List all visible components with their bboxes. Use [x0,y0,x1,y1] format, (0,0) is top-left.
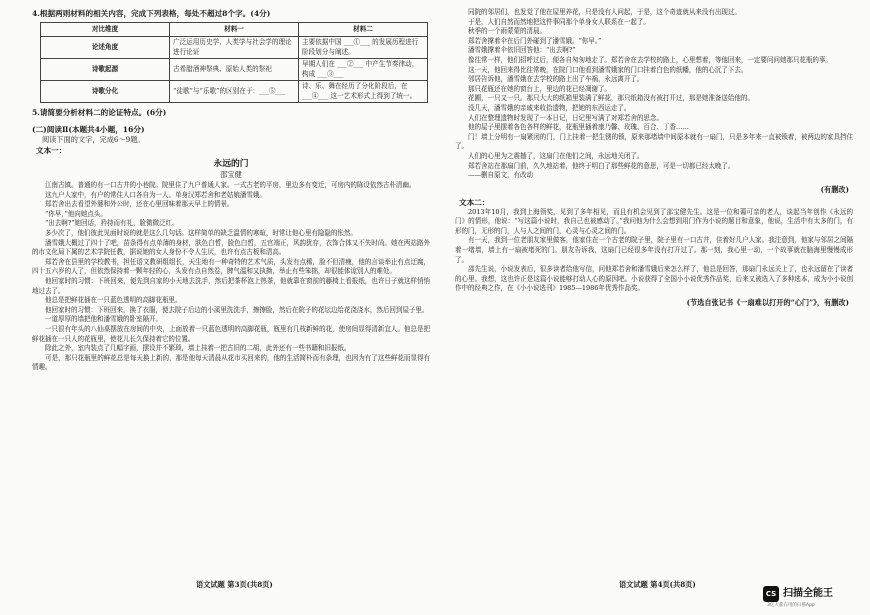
table-row [41,81,428,103]
story-paragraph: 人们在整理遗物时发现了一本日记，日记里写满了对郑若舍的思念。 [468,113,663,122]
story-paragraph: 他回家时的习惯：下班回来，换了衣服，便去院子后边的小溪里洗洗手，擦擦脸，然后在院子的花坛边给花浇浇水，然后回到屋子里。 [45,305,429,314]
story-paragraph: 多少次了，他们彼此见面时说的就是这么几句话。这样简单的缺乏温情的寒暄，时常让他心里有隐隐的怅然。 [45,228,357,237]
page-footer-left: 语文试题 第3页(共8页) [196,580,273,589]
story-paragraph: “出去啊?”她回话，矜持而有礼，脸微微泛红。 [45,219,179,228]
story-paragraph: 一道厚厚的墙把他和潘雪娥的卧室隔开。 [45,315,162,324]
story-paragraph: ——删自原文，有改动 [468,171,533,180]
table-cell-material-1: “徒歌”与“乐歌”的区别在于：___⑤___ [170,81,299,103]
table-header-material-1: 材料一 [170,23,299,37]
story-paragraph: 秋季的一个雨蒙蒙的清晨。 [468,27,546,36]
story-paragraph: 潘雪娥大概过了四十了吧，苗条得有点单薄的身材，肤色白皙，脸色白皙，五官端正，风韵犹存，衣饰合体又不失时尚。她在两站路外的市文化局下属的艺术学院任教，据说她的女人身份不令人生厌，也许有点古板和清高。 [32,238,430,257]
story-paragraph: 一只很有年头的八仙桌摆放在房间的中央，上面放着一只蓝色透明的高脚花瓶，瓶里有几枝新鲜的花，使房间显得清新宜人。他总是把鲜花插在一只人的花瓶里，使花儿长久保持着它的位置。 [32,324,430,343]
table-cell-dimension: 论述角度 [41,37,170,59]
scanner-watermark [763,584,863,610]
story-paragraph: 邻居告诉他，潘雪娥在去学校的路上出了车祸，永远离开了。 [468,75,644,84]
story-paragraph: 门！墙上分明有一扇紧闭的门，门上挂着一把生锈的锁，原来那堵墙中间原本就有一扇门，只是多年来一直被锁着，被两边的家具挡住了。 [455,132,853,151]
reading-instruction: 阅读下面的文字，完成6～9题。 [42,135,145,144]
story-paragraph: 郑若舍撑着伞在后门外碰到了潘雪娥。“你早。” [468,36,602,45]
scanner-app-name: 扫描全能王 [783,588,833,599]
question-5: 5.请简要分析材料二的论证特点。(6分) [32,108,167,117]
story-paragraph: 这一天，他回来得比往常晚，在院门口他看到潘雪娥家的门口挂着白色的纸幡，他的心沉了下去。 [468,65,748,74]
left-column [32,8,430,573]
table-header-row [41,23,428,37]
comparison-table [40,22,428,103]
story-paragraph: 同院的邻居们，也发觉了他在屋里养花，只是没有人问起，于是，这个奇迹就从来没有出现过。 [468,8,741,16]
story-paragraph: 他总是把鲜花插在一只蓝色透明的高脚花瓶里。 [45,296,182,305]
table-cell-material-2: 诗、乐、舞在经历了分化阶段后，在 ___④___ 这一艺术形式上得到了统一。 [299,81,428,103]
story-body-right [455,8,853,181]
edit-note: (有删改) [820,184,849,194]
table-cell-material-2: 主要依据中国 ___①___ 的发展历程进行阶段划分与阐述。 [299,37,428,59]
table-cell-dimension: 诗歌起源 [41,59,170,81]
source-citation: (节选自张记书《一扇难以打开的“心门”》，有删改) [686,298,849,308]
table-cell-material-1: 广泛运用历史学、人类学与社会学的理论进行论证 [170,37,299,59]
story-paragraph: 郑若舍站在那扇门前，久久地站着，他终于明白了那些鲜花的意思，可是一切都已经太晚了。 [468,161,735,170]
table-row [41,59,428,81]
story-paragraph: 像往常一样，他们招呼过后，便各自匆匆地走了。郑若舍在去学校的路上，心里想着，等他回来，一定要问问她那只花瓶的事。 [468,55,832,64]
text-2-body [455,208,853,294]
table-cell-material-1: 古希腊酒神祭典、原始人类的祭祀 [170,59,299,81]
text-2-paragraph: 2013年10月，我到上海领奖，见到了多年相见，而且有机会见到了邵宝健先生。这是一位和蔼可亲的老人，谈起当年创作《永远的门》的情形，他说：“写这篇小说时，我自己也被感动了。”我问他为什么会想到用门作为小说的题目和意象，他说，生活中有太多的门，有形的门，无形的门，人与人之间的门，心灵与心灵之间的门。 [455,207,853,235]
story-body-left [32,181,430,373]
story-title: 永远的门 [213,159,249,169]
story-paragraph: 郑若舍出去看望外婆和外公时，还在心里回味着那天早上的情景。 [45,200,234,209]
page-footer-right: 语文试题 第4页(共8页) [619,580,696,589]
section-heading: (二)阅读Ⅱ(本题共4小题，16分) [32,125,145,134]
right-column [455,8,853,573]
story-paragraph: 江南古镇。普通的有一口古井的小巷院。院里住了九户普通人家。一式古老的平房，里边多有变迁，可房内的陈设依然古朴清幽。 [45,181,416,189]
story-paragraph: 可是，那只花瓶里的鲜花总是每天换上新的，那是他每天清晨从花市买回来的，他的生活简朴而有条理，也因为有了这些鲜花而显得有情趣。 [32,353,430,372]
story-paragraph: 潘雪娥撑着伞依旧回答他：“出去啊?” [468,46,576,55]
text-1-label: 文本一： [36,146,67,155]
story-paragraph: 除此之外，室内装点了几幅字画，摆设并不繁琐，墙上挂着一把古旧的二胡，此外还有一些书籍和旧报纸。 [45,344,351,353]
table-header-dimension: 对比维度 [41,23,170,37]
table-header-material-2: 材料二 [299,23,428,37]
text-2-paragraph: 邵先生说，小说发表后，很多读者给他写信，问他郑若舍和潘雪娥后来怎么样了，他总是回答，那扇门永远关上了，也永远留在了读者的心里。我想，这也许正是这篇小说能够打动人心的原因吧。小说获得了全国小小说优秀作品奖，后来又被选入了多种选本，成为小小说创作中的经典之作，在《小小说选刊》1985—1986年优秀作品奖。 [455,265,853,293]
text-2-paragraph: 有一天，我到一位老朋友家里做客，他家住在一个古老的院子里，院子里有一口古井，住着好几户人家。我注意到，他家与邻居之间隔着一堵墙，墙上有一扇被堵死的门。朋友告诉我，这扇门已经很多年没有打开过了。那一刻，我心里一动，一个故事就在脑海里慢慢成形了。 [455,236,853,264]
story-paragraph: 于是，人们自然而然地把这件事同那个单身女人联系在一起了。 [468,17,650,26]
table-row [41,37,428,59]
story-paragraph: 他回家时的习惯：下班回来，便先到自家的小天地去洗手，然后把茶杯泡上热茶，他就靠在窗前的藤椅上看报纸，也许日子就这样悄悄地过去了。 [32,276,430,295]
story-paragraph: 人们的心里为之震撼了，这扇门在他们之间，永远地关闭了。 [468,151,644,160]
story-paragraph: 没几天，潘雪娥的亲戚来收拾遗物，把她的东西运走了。 [468,103,631,112]
story-paragraph: “你早，”他向她点头。 [45,209,107,218]
story-paragraph: 他的屋子里摆着各色各样的鲜花，花瓶里插着康乃馨、玫瑰、百合、丁香…… [468,123,689,132]
scanner-app-tagline: 3亿人都在用的扫描App [767,603,815,608]
story-paragraph: 花圃，一只又一只。那只大大的纸箱里装满了鲜花，那只纸箱没有被打开过，那是她准备送给他的。 [468,94,754,103]
story-paragraph: 郑若舍在县里的学校教书，担任语文教研组组长，天生地有一种奇特的艺术气质，头发有点稀，脸不但清瘦，他的言谈举止有点迂腐，四十五六岁的人了，但依然保持着一颗年轻的心，头发有点自然卷，脾气温和又执拗，举止有些笨拙，却很能体谅别人的难处。 [32,257,430,276]
camscanner-logo-icon: CS [763,586,779,602]
table-cell-material-2: 早期人们在 ___②___ 中产生节奏律动，构成 ___③___ [299,59,428,81]
question-4: 4.根据两则材料的相关内容，完成下列表格，每处不超过8个字。(4分) [32,9,271,18]
text-2-label: 文本二： [459,197,490,207]
story-author: 邵宝健 [220,170,242,179]
table-cell-dimension: 诗歌分化 [41,81,170,103]
story-paragraph: 那只花瓶还在她的窗台上，里边的花已经凋谢了。 [468,84,611,93]
story-paragraph: 这九户人家中，有户的常住人口各自为一人。单身汉郑若舍和老姑娘潘雪娥。 [45,190,266,199]
